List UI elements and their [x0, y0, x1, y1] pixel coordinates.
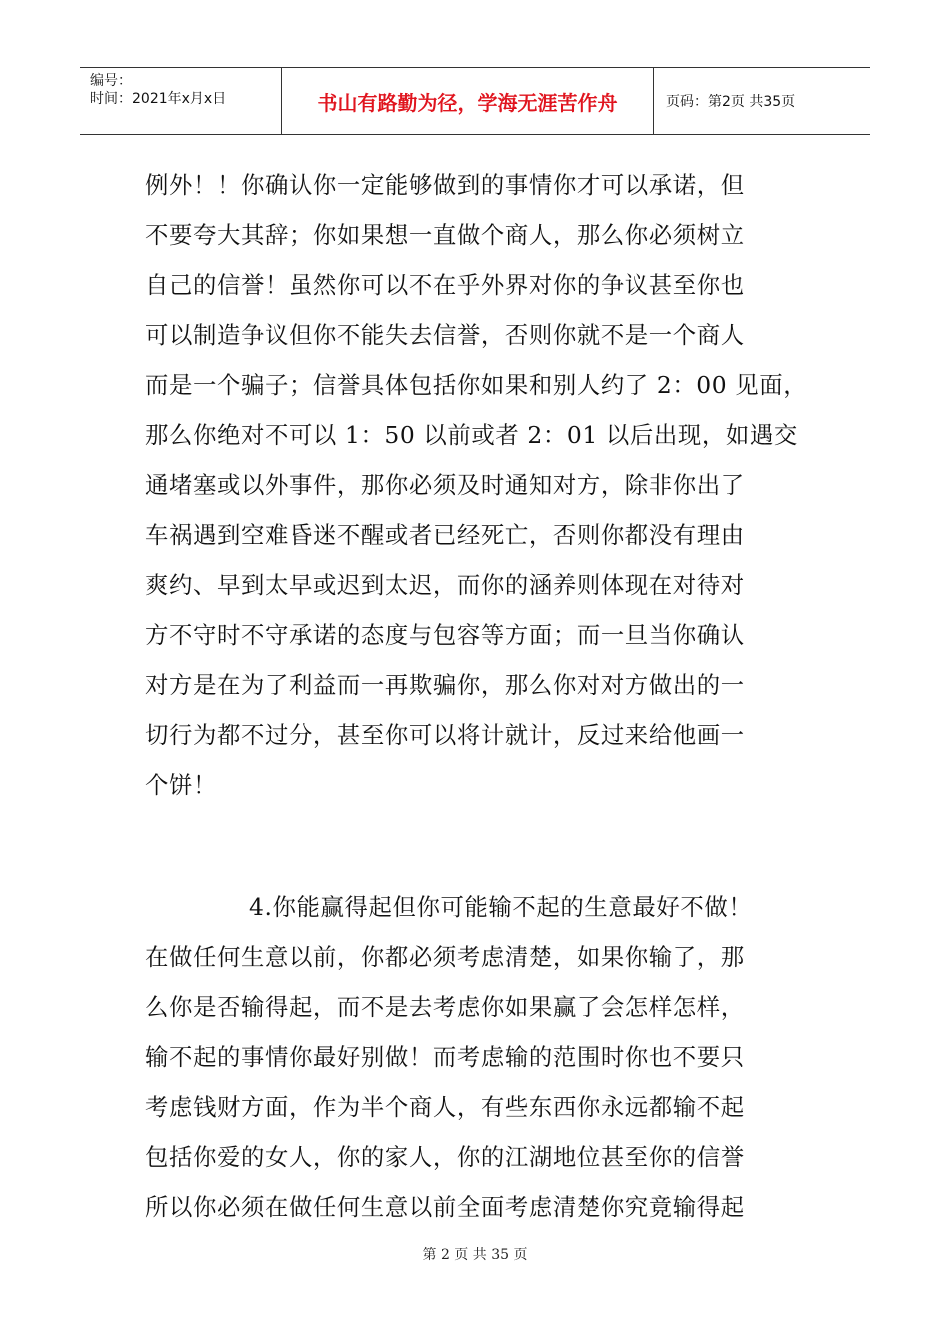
text-line: 4.你能赢得起但你可能输不起的生意最好不做！ [249, 893, 753, 921]
text-line: 考虑钱财方面，作为半个商人，有些东西你永远都输不起 [145, 1093, 745, 1121]
text-line: 在做任何生意以前，你都必须考虑清楚，如果你输了，那 [145, 943, 745, 971]
header-motto: 书山有路勤为径，学海无涯苦作舟 [282, 68, 654, 134]
text-line: 方不守时不守承诺的态度与包容等方面；而一旦当你确认 [145, 621, 745, 649]
paragraph-1 [145, 160, 815, 810]
page-footer: 第 2 页 共 35 页 [422, 1247, 528, 1263]
document-header [80, 67, 870, 135]
text-line: 对方是在为了利益而一再欺骗你，那么你对对方做出的一 [145, 671, 745, 699]
paragraph-2 [145, 882, 815, 1232]
text-line: 不要夸大其辞；你如果想一直做个商人，那么你必须树立 [145, 221, 745, 249]
text-line: 包括你爱的女人，你的家人，你的江湖地位甚至你的信誉 [145, 1143, 745, 1171]
text-line: 所以你必须在做任何生意以前全面考虑清楚你究竟输得起 [145, 1193, 745, 1221]
text-line: 么你是否输得起，而不是去考虑你如果赢了会怎样怎样， [145, 993, 745, 1021]
header-page-code: 页码：第2页 共35页 [666, 94, 796, 110]
text-line: 自己的信誉！虽然你可以不在乎外界对你的争议甚至你也 [145, 271, 745, 299]
header-meta [80, 68, 282, 134]
number-label: 编号： [90, 73, 132, 89]
text-line: 那么你绝对不可以 1：50 以前或者 2：01 以后出现，如遇交 [145, 421, 798, 449]
text-line: 可以制造争议但你不能失去信誉，否则你就不是一个商人 [145, 321, 745, 349]
text-line: 通堵塞或以外事件，那你必须及时通知对方，除非你出了 [145, 471, 745, 499]
text-line: 车祸遇到空难昏迷不醒或者已经死亡，否则你都没有理由 [145, 521, 745, 549]
document-body [145, 160, 815, 1232]
time-label: 时间：2021年x月x日 [90, 91, 227, 107]
text-line: 例外！！你确认你一定能够做到的事情你才可以承诺，但 [145, 171, 745, 199]
text-line: 输不起的事情你最好别做！而考虑输的范围时你也不要只 [145, 1043, 745, 1071]
text-line: 而是一个骗子；信誉具体包括你如果和别人约了 2：00 见面， [145, 371, 808, 399]
paragraph-gap [145, 810, 815, 882]
text-line: 个饼！ [145, 771, 217, 799]
text-line: 切行为都不过分，甚至你可以将计就计，反过来给他画一 [145, 721, 745, 749]
text-line: 爽约、早到太早或迟到太迟，而你的涵养则体现在对待对 [145, 571, 745, 599]
